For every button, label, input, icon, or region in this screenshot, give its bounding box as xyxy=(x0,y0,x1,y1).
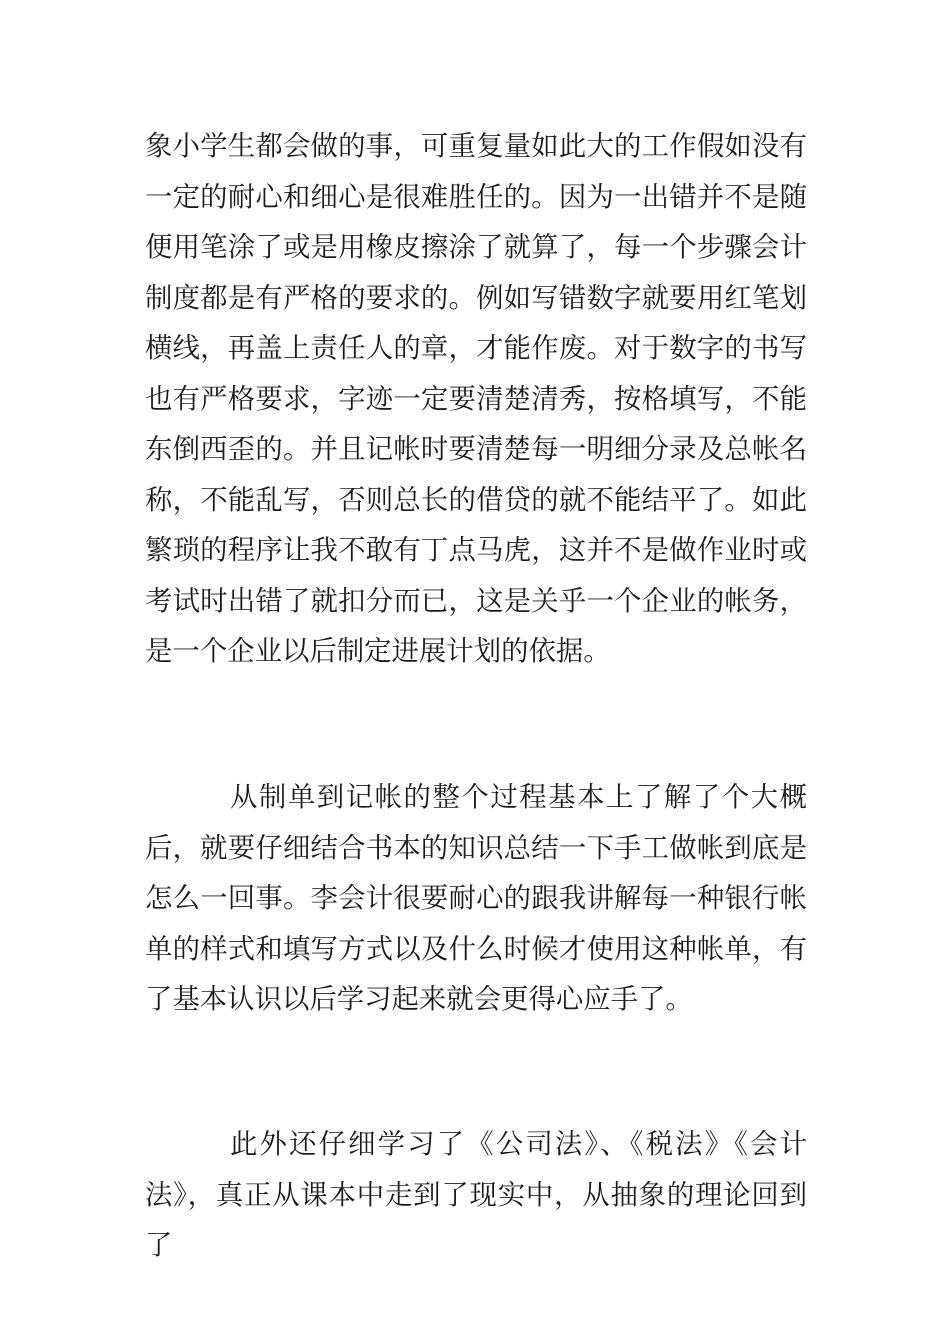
paragraph-2: 从制单到记帐的整个过程基本上了解了个大概后，就要仔细结合书本的知识总结一下手工做帐到底是怎么一回事。李会计很要耐心的跟我讲解每一种银行帐单的样式和填写方式以及什么时候才使用这种帐单，有了基本认识以后学习起来就会更得心应手了。 xyxy=(145,782,807,1015)
paragraph-3: 此外还仔细学习了《公司法》、《税法》《会计法》，真正从课本中走到了现实中，从抽象的理论回到了 xyxy=(145,1129,807,1261)
paragraph-1: 象小学生都会做的事，可重复量如此大的工作假如没有一定的耐心和细心是很难胜任的。因为一出错并不是随便用笔涂了或是用橡皮擦涂了就算了，每一个步骤会计制度都是有严格的要求的。例如写错数字就要用红笔划横线，再盖上责任人的章，才能作废。对于数字的书写也有严格要求，字迹一定要清楚清秀，按格填写，不能东倒西歪的。并且记帐时要清楚每一明细分录及总帐名称，不能乱写，否则总长的借贷的就不能结平了。如此繁琐的程序让我不敢有丁点马虎，这并不是做作业时或考试时出错了就扣分而已，这是关乎一个企业的帐务，是一个企业以后制定进展计划的依据。 xyxy=(145,131,807,667)
